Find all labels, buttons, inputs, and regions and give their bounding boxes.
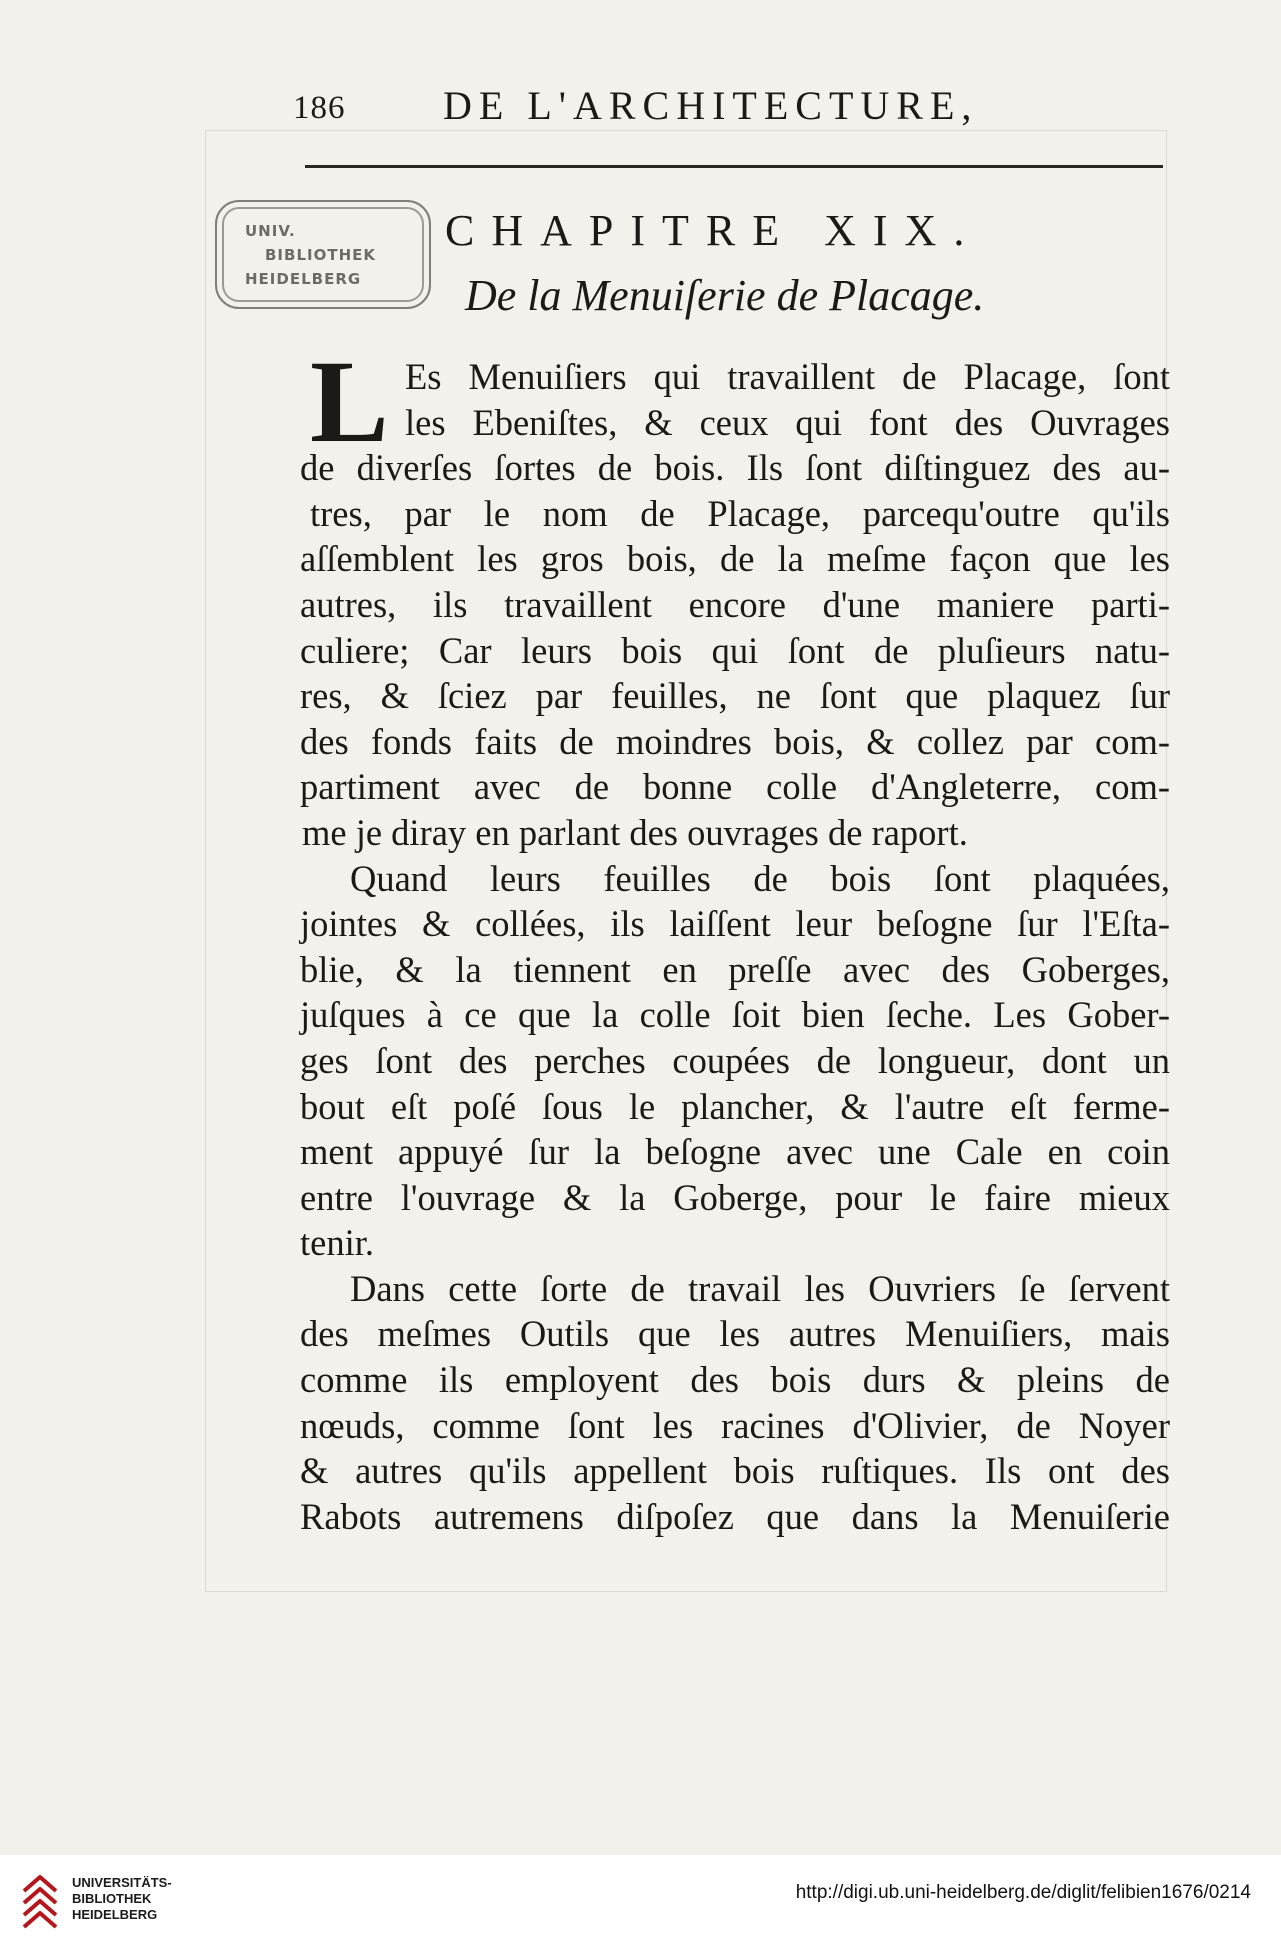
text-line: me je diray en parlant des ouvrages de raport. bbox=[302, 811, 968, 853]
text-line: comme ils employent des bois durs & pleins de bbox=[300, 1359, 1170, 1401]
text-line: culiere; Car leurs bois qui ſont de pluſieurs natu- bbox=[300, 629, 1170, 671]
drop-cap: L bbox=[310, 336, 389, 467]
viewer-footer bbox=[0, 1855, 1281, 1945]
text-line: & autres qu'ils appellent bois ruſtiques. Ils ont des bbox=[300, 1450, 1170, 1492]
text-line: Dans cette ſorte de travail les Ouvriers ſe ſervent bbox=[350, 1267, 1170, 1309]
body-text bbox=[300, 336, 1170, 1539]
library-name-line: BIBLIOTHEK bbox=[72, 1891, 152, 1906]
header-rule bbox=[305, 165, 1163, 168]
text-line: des fonds faits de moindres bois, & collez par com- bbox=[300, 720, 1170, 762]
stamp-line: HEIDELBERG bbox=[245, 270, 362, 288]
university-library-logo-icon bbox=[18, 1869, 62, 1929]
text-line: partiment avec de bonne colle d'Angleterre, com- bbox=[300, 766, 1170, 808]
text-line: aſſemblent les gros bois, de la meſme façon que les bbox=[300, 538, 1170, 580]
stamp-line: UNIV. bbox=[245, 222, 296, 240]
text-line: de diverſes ſortes de bois. Ils ſont diſtinguez des au- bbox=[300, 447, 1170, 489]
text-line: blie, & la tiennent en preſſe avec des Goberges, bbox=[300, 948, 1170, 990]
text-line: Quand leurs feuilles de bois ſont plaquées, bbox=[350, 857, 1170, 899]
chapter-heading: CHAPITRE XIX. bbox=[445, 206, 982, 255]
library-name bbox=[72, 1875, 172, 1923]
text-line: bout eſt poſé ſous le plancher, & l'autre eſt ferme- bbox=[300, 1085, 1170, 1127]
text-line: tres, par le nom de Placage, parcequ'outre qu'ils bbox=[310, 492, 1170, 534]
library-name-line: UNIVERSITÄTS- bbox=[72, 1875, 172, 1890]
text-line: Rabots autremens diſpoſez que dans la Menuiſerie bbox=[300, 1495, 1170, 1537]
text-line: tenir. bbox=[300, 1222, 374, 1264]
text-line: Es Menuiſiers qui travaillent de Placage, ſont bbox=[405, 356, 1170, 397]
text-line: autres, ils travaillent encore d'une maniere parti- bbox=[300, 583, 1170, 625]
page-number: 186 bbox=[293, 90, 346, 126]
library-stamp bbox=[215, 200, 431, 309]
text-line: nœuds, comme ſont les racines d'Olivier, de Noyer bbox=[300, 1404, 1170, 1446]
stamp-line: BIBLIOTHEK bbox=[265, 246, 376, 264]
running-head bbox=[293, 82, 1063, 132]
text-line: des meſmes Outils que les autres Menuiſiers, mais bbox=[300, 1313, 1170, 1355]
text-line: ment appuyé ſur la beſogne avec une Cale en coin bbox=[300, 1131, 1170, 1173]
text-line: ges ſont des perches coupées de longueur, dont un bbox=[300, 1039, 1170, 1081]
text-line: res, & ſciez par feuilles, ne ſont que plaquez ſur bbox=[300, 675, 1170, 717]
library-name-line: HEIDELBERG bbox=[72, 1907, 158, 1922]
text-line: jointes & collées, ils laiſſent leur beſogne ſur l'Eſta- bbox=[300, 903, 1170, 945]
text-line: entre l'ouvrage & la Goberge, pour le faire mieux bbox=[300, 1176, 1170, 1218]
text-line: les Ebeniſtes, & ceux qui font des Ouvrages bbox=[405, 401, 1170, 443]
running-title: DE L'ARCHITECTURE, bbox=[443, 83, 979, 128]
chapter-subtitle: De la Menuiſerie de Placage. bbox=[465, 271, 985, 320]
permalink-url[interactable]: http://digi.ub.uni-heidelberg.de/diglit/felibien1676/0214 bbox=[795, 1882, 1251, 1903]
text-line: juſques à ce que la colle ſoit bien ſeche. Les Gober- bbox=[300, 994, 1170, 1036]
